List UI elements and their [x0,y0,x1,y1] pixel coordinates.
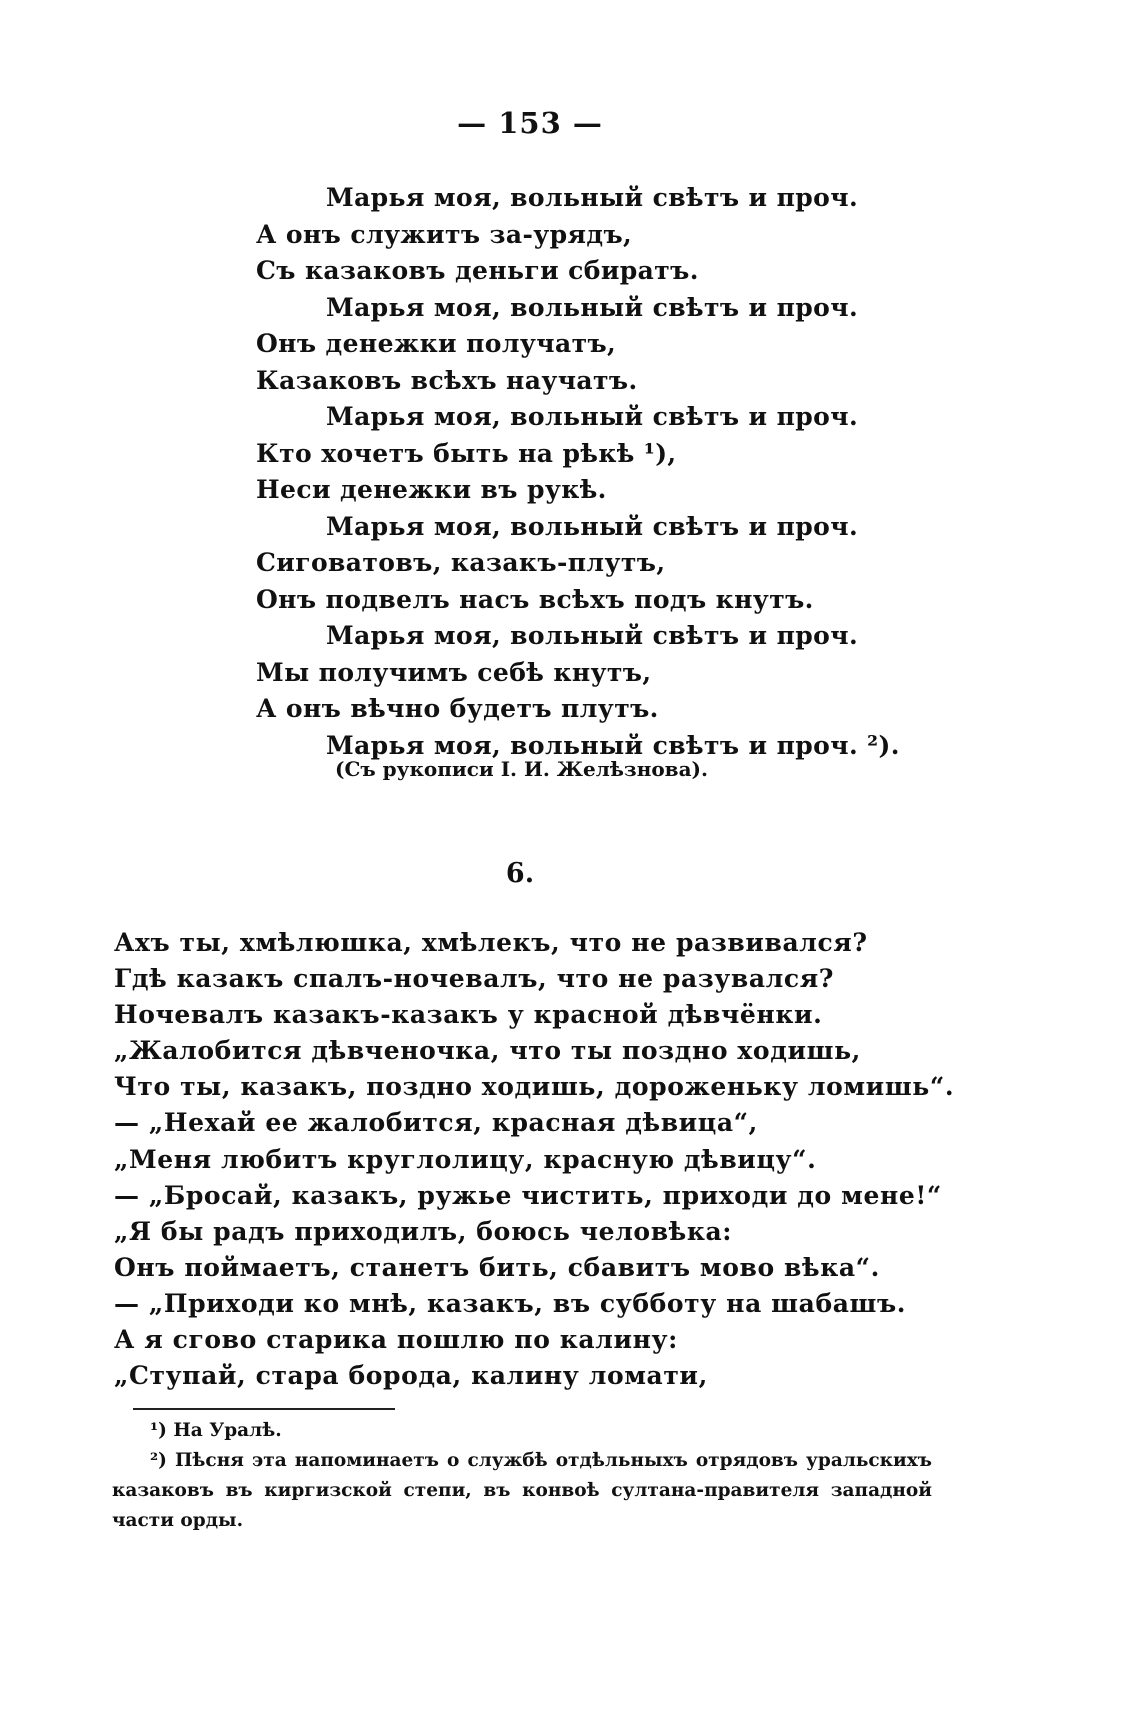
song-line: Ночевалъ казакъ-казакъ у красной дѣвчёнки. [114,1000,823,1030]
song-line: — „Бросай, казакъ, ружье чистить, приходи до мене!“ [114,1180,942,1210]
footnote-divider [133,1408,395,1410]
song-block [114,925,994,1394]
verse-line: Марья моя, вольный свѣтъ и проч. [326,511,859,541]
song-line: Ахъ ты, хмѣлюшка, хмѣлекъ, что не развивался? [114,928,868,957]
song-line: „Я бы радъ приходилъ, боюсь человѣка: [114,1216,733,1246]
song-number: 6. [505,858,535,889]
verse-line: Казаковъ всѣхъ научатъ. [256,365,638,395]
verse-block [256,180,956,764]
song-line: „Меня любитъ круглолицу, красную дѣвицу“. [114,1144,817,1174]
footnote-text: Пѣсня эта напоминаетъ о службѣ отдѣльныхъ отрядовъ уральскихъ казаковъ въ киргизской степи, въ конвоѣ султана-правителя западной части орды. [112,1450,932,1531]
song-line: „Ступай, стара борода, калину ломати, [114,1361,708,1391]
verse-line: Марья моя, вольный свѣтъ и проч. [326,183,859,212]
song-line: — „Нехай ее жалобится, красная дѣвица“, [114,1108,758,1138]
verse-line: Марья моя, вольный свѣтъ и проч. [326,621,859,650]
verse-line: А онъ служитъ за-урядъ, [256,219,633,249]
song-line: „Жалобится дѣвченочка, что ты поздно ходишь, [114,1036,861,1066]
footnote-text: На Уралѣ. [173,1420,282,1441]
verse-line: А онъ вѣчно будетъ плутъ. [256,694,659,723]
verse-line: Мы получимъ себѣ кнутъ, [256,657,652,687]
song-line: Гдѣ казакъ спалъ-ночевалъ, что не разувался? [114,964,835,994]
footnote-1 [112,1416,932,1446]
source-attribution: (Съ рукописи I. И. Желѣзнова). [335,757,708,781]
song-line: Онъ поймаетъ, станетъ бить, сбавитъ мово вѣка“. [114,1252,880,1282]
verse-line: Онъ денежки получатъ, [256,329,617,358]
verse-line: Марья моя, вольный свѣтъ и проч. [326,402,859,431]
verse-line: Марья моя, вольный свѣтъ и проч. ²). [326,730,900,760]
verse-line: Онъ подвелъ насъ всѣхъ подъ кнутъ. [256,584,814,614]
verse-line: Неси денежки въ рукѣ. [256,475,607,504]
verse-line: Съ казаковъ деньги сбиратъ. [256,256,699,285]
song-line: А я сгово старика пошлю по калину: [114,1325,678,1355]
verse-line: Марья моя, вольный свѣтъ и проч. [326,292,859,322]
verse-line: Сиговатовъ, казакъ-плутъ, [256,548,666,577]
page-number: — 153 — [457,106,603,140]
verse-line: Кто хочетъ быть на рѣкѣ ¹), [256,438,677,468]
footnotes [112,1416,932,1536]
footnote-2 [112,1446,932,1536]
footnote-mark: ¹) [150,1420,167,1441]
song-line: — „Приходи ко мнѣ, казакъ, въ субботу на шабашъ. [114,1288,907,1318]
song-line: Что ты, казакъ, поздно ходишь, дороженьку ломишь“. [114,1072,955,1102]
footnote-mark: ²) [150,1450,167,1471]
